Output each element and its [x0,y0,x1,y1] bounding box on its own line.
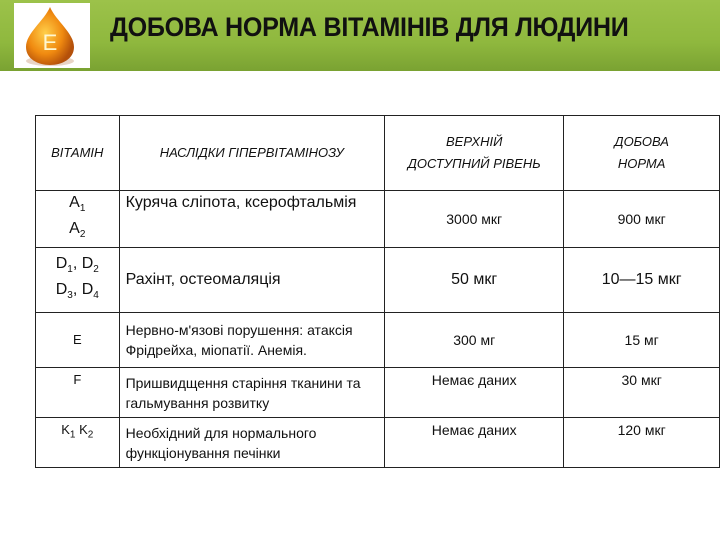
upper-level-cell: Немає даних [385,368,564,418]
title-banner [0,0,720,71]
vitamin-table [35,115,720,468]
header-daily-norm: ДОБОВА НОРМА [564,116,720,191]
table-row [36,313,720,368]
vitamin-cell: $A_1$ $A_2$ [36,191,120,248]
daily-norm-cell: 10—15 мкг [564,248,720,313]
vitamin-cell: E [36,313,120,368]
effect-cell: Куряча сліпота, ксерофтальмія [119,191,385,248]
header-effects: НАСЛІДКИ ГІПЕРВІТАМІНОЗУ [119,116,385,191]
table-row [36,191,720,248]
svg-text:E: E [42,30,58,55]
page-title: ДОБОВА НОРМА ВІТАМІНІВ ДЛЯ ЛЮДИНИ [110,12,629,42]
upper-level-cell: 50 мкг [385,248,564,313]
table-header-row [36,116,720,191]
header-vitamin: ВІТАМІН [36,116,120,191]
daily-norm-cell: 900 мкг [564,191,720,248]
header-upper-level: ВЕРХНІЙ ДОСТУПНИЙ РІВЕНЬ [385,116,564,191]
effect-cell: Рахінт, остеомаляція [119,248,385,313]
effect-cell: Нервно-м'язові порушення: атаксія Фрідрейха, міопатії. Анемія. [119,313,385,368]
vitamin-cell: $K_1$ $K_2$ [36,418,120,468]
daily-norm-cell: 30 мкг [564,368,720,418]
upper-level-cell: Немає даних [385,418,564,468]
vitamin-cell: F [36,368,120,418]
table-row [36,248,720,313]
upper-level-cell: 3000 мкг [385,191,564,248]
effect-cell: Необхідний для нормального функціонування печінки [119,418,385,468]
vitamin-cell: $D_1$, $D_2$ $D_3$, $D_4$ [36,248,120,313]
table-row [36,368,720,418]
logo [14,3,90,68]
daily-norm-cell: 120 мкг [564,418,720,468]
upper-level-cell: 300 мг [385,313,564,368]
table-row [36,418,720,468]
vitamin-e-drop-icon [14,3,90,68]
daily-norm-cell: 15 мг [564,313,720,368]
effect-cell: Пришвидщення старіння тканини та гальмування розвитку [119,368,385,418]
